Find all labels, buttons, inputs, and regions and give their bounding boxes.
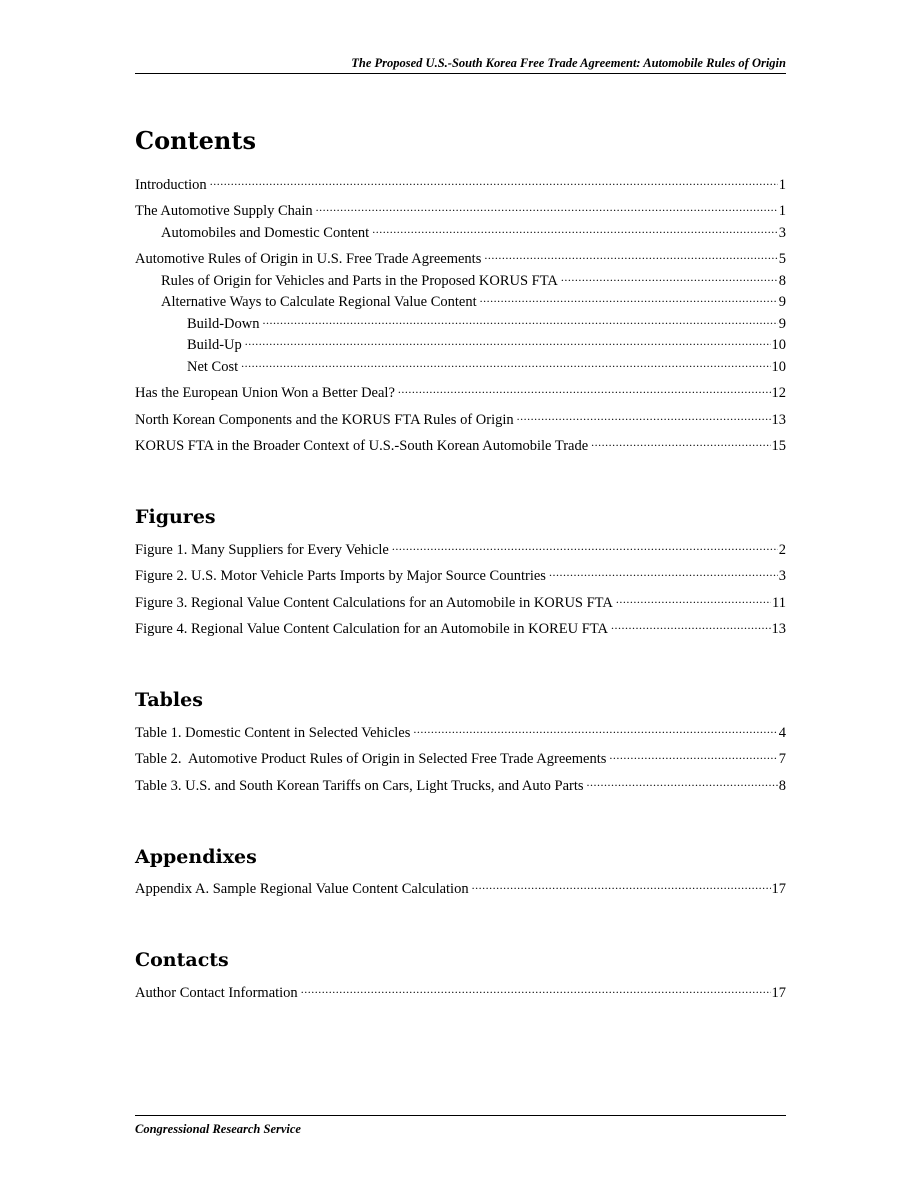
toc-entry-page: 7 (778, 751, 786, 767)
dot-leader (484, 249, 777, 264)
appendixes-list (135, 879, 786, 900)
toc-entry-label: The Automotive Supply Chain (135, 203, 313, 219)
dot-leader (549, 566, 778, 581)
toc-entry-page: 9 (778, 294, 786, 310)
toc-entry-label: Author Contact Information (135, 984, 298, 1001)
toc-entry-page: 2 (778, 541, 786, 558)
table-of-contents (135, 124, 786, 1003)
toc-entry-label: Build-Up (187, 337, 242, 353)
dot-leader (517, 409, 771, 424)
toc-entry-page: 12 (771, 385, 786, 401)
toc-entry-rules-of-origin-fta[interactable] (135, 249, 786, 270)
toc-entry-build-up[interactable] (135, 335, 786, 356)
toc-entry-page: 13 (771, 411, 786, 428)
contacts-list (135, 982, 786, 1003)
contacts-section (135, 947, 786, 1003)
toc-entry-page: 3 (778, 568, 786, 584)
toc-entry-page: 5 (778, 251, 786, 267)
toc-entry-page: 11 (772, 594, 786, 611)
toc-entry-label: Alternative Ways to Calculate Regional Value Content (161, 294, 477, 310)
toc-entry-label: Automobiles and Domestic Content (161, 224, 370, 241)
toc-entry-domestic-content[interactable] (135, 222, 786, 243)
toc-entry-automotive-supply-chain[interactable] (135, 201, 786, 222)
toc-entry-page: 10 (771, 358, 786, 375)
running-footer: Congressional Research Service (135, 1115, 786, 1137)
toc-entry-page: 1 (778, 203, 786, 219)
toc-entry-north-korean-components[interactable] (135, 409, 786, 430)
toc-entry-label: North Korean Components and the KORUS FTA Rules of Origin (135, 411, 514, 428)
dot-leader (591, 436, 770, 451)
dot-leader (241, 356, 770, 371)
dot-leader (398, 383, 771, 398)
toc-entry-label: Build-Down (187, 315, 260, 332)
toc-entry-page: 17 (771, 984, 786, 1001)
toc-entry-label: Automotive Rules of Origin in U.S. Free Trade Agreements (135, 251, 482, 267)
appendixes-heading: Appendixes (135, 845, 257, 868)
dot-leader (480, 292, 778, 307)
dot-leader (392, 539, 778, 554)
dot-leader (561, 270, 778, 285)
toc-entry-page: 8 (778, 272, 786, 289)
figures-list (135, 539, 786, 639)
toc-entry-label: Table 3. U.S. and South Korean Tariffs on Cars, Light Trucks, and Auto Parts (135, 777, 584, 794)
dot-leader (372, 222, 778, 237)
dot-leader (316, 201, 778, 216)
contacts-heading: Contacts (135, 949, 229, 971)
toc-entry-figure-2[interactable] (135, 566, 786, 587)
toc-entry-label: Rules of Origin for Vehicles and Parts in the Proposed KORUS FTA (161, 272, 558, 289)
dot-leader (472, 879, 771, 894)
toc-entry-table-3[interactable] (135, 775, 786, 796)
toc-entry-appendix-a[interactable] (135, 879, 786, 900)
toc-entry-introduction[interactable] (135, 174, 786, 195)
toc-entry-page: 9 (778, 315, 786, 332)
running-header: The Proposed U.S.-South Korea Free Trade Agreement: Automobile Rules of Origin (135, 55, 786, 74)
figures-section (135, 504, 786, 639)
figures-heading: Figures (135, 506, 216, 528)
dot-leader (245, 335, 771, 350)
toc-entry-page: 4 (778, 724, 786, 741)
dot-leader (263, 313, 778, 328)
toc-entry-page: 17 (771, 881, 786, 897)
toc-entry-label: Net Cost (187, 358, 239, 375)
toc-entry-author-contact[interactable] (135, 982, 786, 1003)
toc-entry-page: 8 (778, 777, 786, 794)
toc-entry-korus-rules[interactable] (135, 270, 786, 291)
toc-entry-net-cost[interactable] (135, 356, 786, 377)
tables-section (135, 687, 786, 796)
dot-leader (616, 592, 771, 607)
toc-entry-label: Figure 4. Regional Value Content Calculation for an Automobile in KOREU FTA (135, 621, 608, 637)
toc-entry-label: Figure 1. Many Suppliers for Every Vehicle (135, 541, 389, 558)
toc-entry-table-2[interactable] (135, 749, 786, 770)
toc-entry-figure-1[interactable] (135, 539, 786, 560)
toc-entry-figure-4[interactable] (135, 619, 786, 640)
toc-entry-page: 13 (771, 621, 786, 637)
toc-entry-label: Table 2. Automotive Product Rules of Origin in Selected Free Trade Agreements (135, 751, 607, 767)
toc-entry-label: KORUS FTA in the Broader Context of U.S.-South Korean Automobile Trade (135, 438, 589, 454)
toc-entry-page: 1 (778, 176, 786, 193)
toc-entry-label: Has the European Union Won a Better Deal? (135, 385, 395, 401)
dot-leader (609, 749, 777, 764)
appendixes-section (135, 844, 786, 900)
toc-entry-label: Figure 2. U.S. Motor Vehicle Parts Imports by Major Source Countries (135, 568, 546, 584)
toc-entry-page: 15 (771, 438, 786, 454)
toc-entry-label: Figure 3. Regional Value Content Calculations for an Automobile in KORUS FTA (135, 594, 613, 611)
toc-entry-label: Table 1. Domestic Content in Selected Vehicles (135, 724, 411, 741)
toc-entry-label: Introduction (135, 176, 207, 193)
dot-leader (210, 174, 778, 189)
tables-heading: Tables (135, 689, 203, 711)
toc-entry-figure-3[interactable] (135, 592, 786, 613)
toc-entry-page: 10 (771, 337, 786, 353)
contents-heading: Contents (135, 126, 256, 155)
toc-entry-page: 3 (778, 224, 786, 241)
dot-leader (611, 619, 771, 634)
tables-list (135, 722, 786, 796)
toc-entry-broader-context[interactable] (135, 436, 786, 457)
dot-leader (587, 775, 778, 790)
contents-list (135, 174, 786, 456)
toc-entry-build-down[interactable] (135, 313, 786, 334)
toc-entry-alternative-rvc[interactable] (135, 292, 786, 313)
dot-leader (301, 982, 771, 997)
toc-entry-table-1[interactable] (135, 722, 786, 743)
toc-entry-label: Appendix A. Sample Regional Value Content Calculation (135, 881, 469, 897)
toc-entry-european-union[interactable] (135, 383, 786, 404)
dot-leader (413, 722, 777, 737)
